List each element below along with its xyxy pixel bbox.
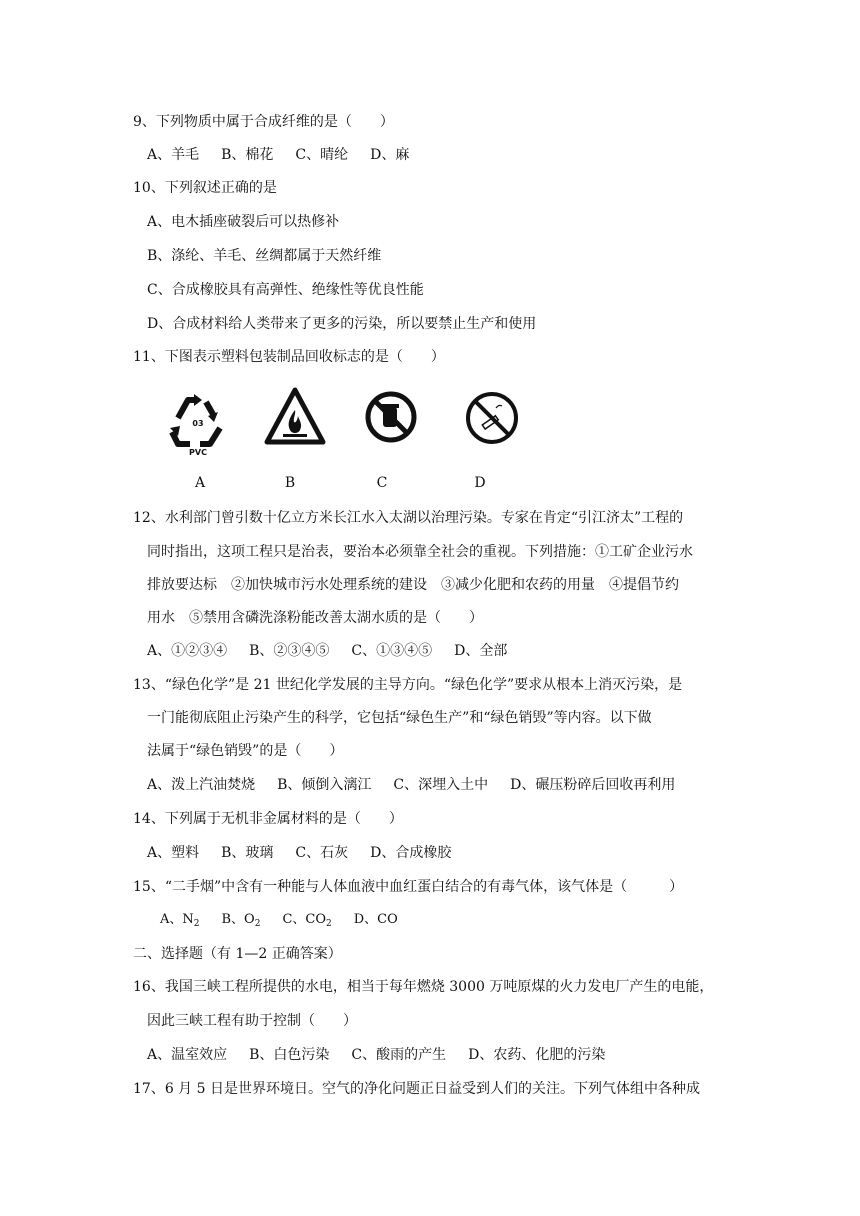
- q12-options: [147, 641, 507, 661]
- q14-option-d: D、合成橡胶: [370, 845, 452, 861]
- q16-option-a: A、温室效应: [147, 1047, 228, 1063]
- q12-option-b: B、②③④⑤: [249, 643, 330, 659]
- q14-option-b: B、玻璃: [221, 845, 274, 861]
- q16-line-2: 因此三峡工程有助于控制（ ）: [147, 1013, 357, 1029]
- q16-option-c: C、酸雨的产生: [351, 1047, 447, 1063]
- q9-options: [147, 145, 409, 165]
- q12-line-3: 排放要达标 ②加快城市污水处理系统的建设 ③减少化肥和农药的用量 ④提倡节约: [147, 577, 679, 593]
- q10-option-d: D、合成材料给人类带来了更多的污染，所以要禁止生产和使用: [147, 316, 537, 332]
- no-smoking-icon: [464, 390, 520, 446]
- no-littering-icon: [364, 390, 418, 444]
- q9-option-a: A、羊毛: [147, 147, 200, 163]
- q13-option-c: C、深埋入土中: [393, 777, 489, 793]
- q11-stem: 11、下图表示塑料包装制品回收标志的是（ ）: [133, 349, 445, 365]
- q12-option-a: A、①②③④: [147, 643, 228, 659]
- q14-option-a: A、塑料: [147, 845, 200, 861]
- q14-options: [147, 843, 451, 863]
- q11-label-a: A: [194, 475, 206, 491]
- q12-option-d: D、全部: [454, 643, 508, 659]
- q15-option-a: A、$N_2$: [160, 912, 200, 929]
- q11-label-c: C: [376, 475, 388, 491]
- q9-option-c: C、晴纶: [295, 147, 349, 163]
- q15-stem: 15、“二手烟”中含有一种能与人体血液中血红蛋白结合的有毒气体，该气体是（ ）: [133, 879, 684, 895]
- recycle-pvc-icon: [164, 388, 234, 458]
- q13-options: [147, 775, 675, 795]
- q12-line-4: 用水 ⑤禁用含磷洗涤粉能改善太湖水质的是（ ）: [147, 610, 483, 626]
- q12-line-2: 同时指出，这项工程只是治表，要治本必须靠全社会的重视。下列措施：①工矿企业污水: [147, 544, 693, 560]
- q11-label-d: D: [474, 475, 486, 491]
- q16-option-d: D、农药、化肥的污染: [468, 1047, 606, 1063]
- q13-option-b: B、倾倒入漓江: [277, 777, 372, 793]
- q15-option-c: C、$CO_2$: [282, 912, 332, 929]
- q15-option-d: D、CO: [353, 912, 398, 927]
- q9-option-d: D、麻: [370, 147, 410, 163]
- q9-stem: 9、下列物质中属于合成纤维的是（ ）: [133, 114, 394, 130]
- section-2-title: 二、选择题（有 1—2 正确答案）: [133, 946, 342, 962]
- q12-option-c: C、①③④⑤: [351, 643, 433, 659]
- q16-options: [147, 1045, 605, 1065]
- q12-line-1: 12、水利部门曾引数十亿立方米长江水入太湖以治理污染。专家在肯定“引江济太”工程的: [133, 510, 684, 526]
- q10-option-b: B、涤纶、羊毛、丝绸都属于天然纤维: [147, 248, 382, 264]
- recycle-text: PVC: [189, 448, 207, 457]
- q14-option-c: C、石灰: [295, 845, 349, 861]
- recycle-code: 03: [192, 419, 204, 428]
- q15-option-b: B、$O_2$: [221, 912, 261, 929]
- q10-option-c: C、合成橡胶具有高弹性、绝缘性等优良性能: [147, 282, 424, 298]
- q16-option-b: B、白色污染: [249, 1047, 330, 1063]
- q15-options: [160, 910, 398, 930]
- q17-line-1: 17、6 月 5 日是世界环境日。空气的净化问题正日益受到人们的关注。下列气体组中各种成: [133, 1081, 700, 1097]
- q13-option-a: A、泼上汽油焚烧: [147, 777, 256, 793]
- flammable-warning-icon: [263, 386, 327, 446]
- q9-option-b: B、棉花: [221, 147, 274, 163]
- q13-line-1: 13、“绿色化学”是 21 世纪化学发展的主导方向。“绿色化学”要求从根本上消灭污染，是: [133, 677, 683, 693]
- q16-line-1: 16、我国三峡工程所提供的水电，相当于每年燃烧 3000 万吨原煤的火力发电厂产生的电能，: [133, 979, 714, 995]
- q14-stem: 14、下列属于无机非金属材料的是（ ）: [133, 811, 403, 827]
- q13-line-2: 一门能彻底阻止污染产生的科学，它包括“绿色生产”和“绿色销毁”等内容。以下做: [147, 710, 652, 726]
- q13-line-3: 法属于“绿色销毁”的是（ ）: [147, 743, 344, 759]
- q10-stem: 10、下列叙述正确的是: [133, 180, 277, 196]
- q11-label-b: B: [284, 475, 296, 491]
- q10-option-a: A、电木插座破裂后可以热修补: [147, 214, 340, 230]
- q13-option-d: D、碾压粉碎后回收再利用: [510, 777, 676, 793]
